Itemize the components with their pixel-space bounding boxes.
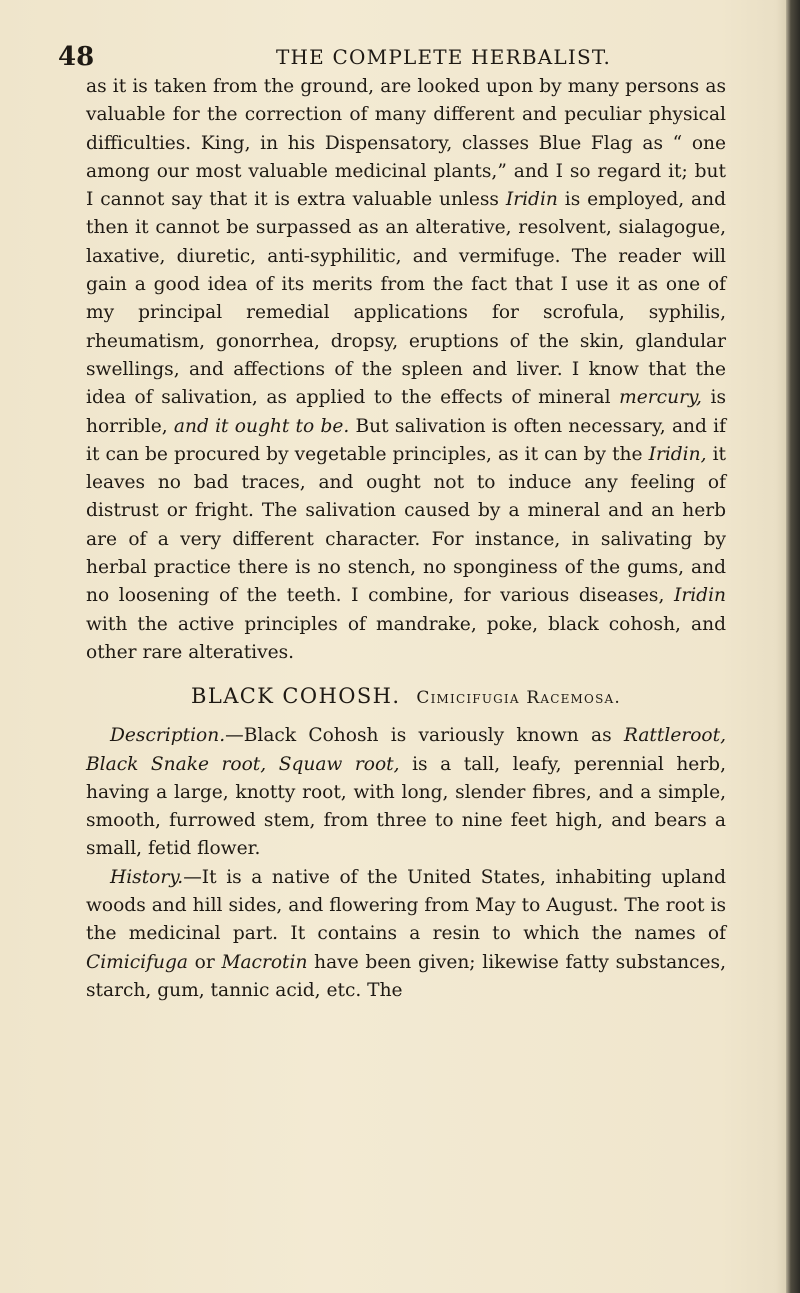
italic-emphasis: and it ought to be.	[173, 415, 350, 437]
description-label: Description.	[110, 725, 226, 747]
section-heading	[86, 682, 726, 712]
paragraph-text: is employed, and then it cannot be surpassed as an alterative, resolvent, sialagogue, laxative, diuretic, anti-syphilitic, and vermifuge. The reader will gain a good idea of its merits from the fact that I use it as one of my principal remedial applications for scrofula, syphilis, rheumatism, gonorrhea, dropsy, eruptions of the skin, glandular swellings, and affections of the spleen and liver. I know that the idea of salivation, as applied to the effects of mineral	[86, 189, 726, 409]
common-name: Rattleroot,	[623, 725, 726, 747]
running-head: THE COMPLETE HERBALIST.	[276, 45, 612, 69]
italic-term: Iridin	[673, 585, 726, 607]
description-paragraph	[86, 722, 726, 863]
description-text	[266, 754, 279, 775]
description-text: Black Cohosh is variously known as	[243, 725, 624, 747]
description-text: is a tall, leafy, perennial herb, having a large, knotty root, with long, slender fibres, and a simple, smooth, furrowed stem, from three to nine feet high, and bears a small, fetid flower.	[86, 753, 726, 860]
paragraph-iridin	[86, 73, 726, 667]
chemical-name: Macrotin	[221, 951, 308, 973]
page-number: 48	[58, 42, 95, 72]
history-text: It is a native of the United States, inhabiting upland woods and hill sides, and flowering from May to August. The root is the medicinal part. It contains a resin to which the names of	[86, 866, 726, 945]
paragraph-text: with the active principles of mandrake, poke, black cohosh, and other rare alteratives.	[86, 613, 726, 663]
common-name: Squaw root,	[278, 753, 400, 775]
chemical-name: Cimicifuga	[86, 951, 188, 973]
paragraph-text: is horrible,	[86, 387, 726, 437]
body-text	[86, 73, 726, 1005]
paragraph-text: as it is taken from the ground, are looked upon by many persons as valuable for the correction of many different and peculiar physical difficulties. King, in his Dispensatory, classes Blue Flag as “ one among our most valuable medicinal plants,” and I so regard it; but I cannot say that it is extra valuable unless	[86, 76, 726, 211]
italic-term: Iridin,	[648, 443, 707, 465]
page-header	[58, 37, 748, 77]
history-paragraph	[86, 864, 726, 1005]
page-edge-shadow	[786, 0, 800, 1293]
paragraph-text: But salivation is often necessary, and if it can be procured by vegetable principles, as it can by the	[86, 415, 726, 465]
history-text: or	[187, 951, 222, 973]
description-dash: —	[225, 725, 244, 747]
history-label: History.	[110, 866, 184, 888]
italic-term: mercury,	[619, 387, 702, 409]
italic-term: Iridin	[505, 189, 558, 211]
history-text: have been given; likewise fatty substances, starch, gum, tannic acid, etc. The	[86, 951, 726, 1001]
history-dash: —	[183, 866, 202, 888]
common-name: Black Snake root,	[86, 753, 267, 775]
paragraph-text: it leaves no bad traces, and ought not to induce any feeling of distrust or fright. The salivation caused by a mineral and an herb are of a very different character. For instance, in salivating by herbal practice there is no stench, no sponginess of the gums, and no loosening of the teeth. I combine, for various diseases,	[86, 443, 726, 607]
heading-title: BLACK COHOSH.	[191, 684, 401, 709]
heading-latin-name: Cimicifugia Racemosa.	[416, 688, 621, 709]
